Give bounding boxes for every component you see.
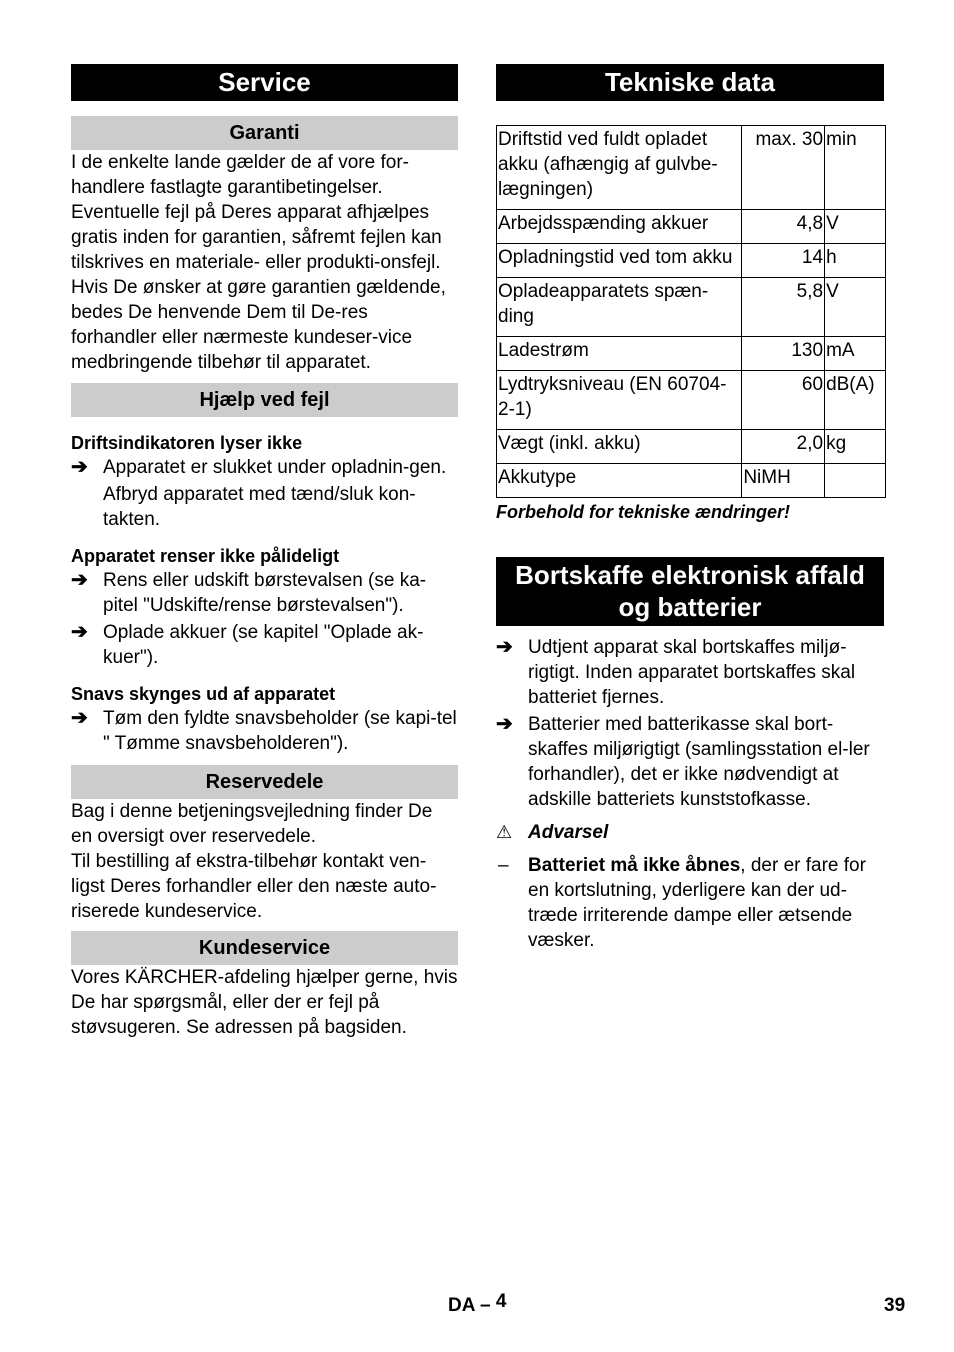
row-unit: h	[825, 244, 886, 278]
fault3-title: Snavs skynges ud af apparatet	[71, 684, 336, 704]
row-value: 130	[742, 337, 825, 371]
tech-heading: Tekniske data	[496, 64, 884, 101]
page-number: 39	[884, 1295, 906, 1316]
row-unit: V	[825, 278, 886, 337]
row-value: max. 30	[742, 126, 825, 210]
dash-icon: –	[498, 855, 509, 876]
fault3-item	[71, 706, 458, 756]
row-label: Ladestrøm	[497, 337, 742, 371]
fault1-title: Driftsindikatoren lyser ikke	[71, 433, 303, 453]
footer-section	[448, 1291, 507, 1317]
fault1-sub: Afbryd apparatet med tænd/sluk kon-takten.	[103, 484, 416, 530]
dispose-item-1-text: Udtjent apparat skal bortskaffes miljø-rigtigt. Inden apparatet bortskaffes skal batteriet fjernes.	[528, 637, 856, 708]
dispose-item-2	[496, 712, 884, 812]
parts-text-1: Bag i denne betjeningsvejledning finder De en oversigt over reservedele.	[71, 801, 433, 847]
row-unit: V	[825, 210, 886, 244]
fault1-item-text: Apparatet er slukket under opladnin-gen.	[103, 457, 447, 478]
footer-sep: –	[480, 1295, 491, 1316]
dispose-heading-line-1: Bortskaffe elektronisk affald	[515, 560, 865, 590]
table-row	[497, 244, 886, 278]
row-label: Arbejdsspænding akkuer	[497, 210, 742, 244]
arrow-right-icon: ➔	[496, 636, 513, 658]
dispose-heading-line-2: og batterier	[618, 592, 762, 622]
row-value: 2,0	[742, 430, 825, 464]
table-row	[497, 430, 886, 464]
row-value: NiMH	[742, 464, 825, 498]
arrow-right-icon: ➔	[71, 707, 88, 729]
service-heading: Service	[71, 64, 458, 101]
table-row	[497, 371, 886, 430]
warning-triangle-icon: ⚠	[496, 822, 513, 842]
dispose-item-1	[496, 635, 884, 710]
dispose-heading	[496, 557, 884, 626]
dispose-item-2-text: Batterier med batterikasse skal bort-skaffes miljørigtigt (samlingsstation el-ler forhandler), det er ikke nødvendigt at adskille batteriets kunststofkasse.	[528, 714, 870, 810]
right-column	[496, 64, 884, 953]
fault1-item	[71, 455, 458, 480]
row-label: Opladningstid ved tom akku	[497, 244, 742, 278]
footer-lang: DA	[448, 1295, 475, 1316]
warning-rest: , der er fare for en kortslutning, yderligere kan der ud-træde irriterende dampe eller ætsende væsker.	[528, 855, 866, 951]
parts-text-2: Til bestilling af ekstra-tilbehør kontakt ven-ligst Deres forhandler eller den næste auto-riserede kundeservice.	[71, 851, 437, 922]
row-label: Akkutype	[497, 464, 742, 498]
row-value: 14	[742, 244, 825, 278]
customer-heading: Kundeservice	[71, 931, 458, 965]
fault3-item-text: Tøm den fyldte snavsbeholder (se kapi-tel " Tømme snavsbeholderen").	[103, 708, 457, 754]
fault2-item-2-text: Oplade akkuer (se kapitel "Oplade ak-kuer").	[103, 622, 424, 668]
tech-table	[496, 125, 886, 498]
table-row	[497, 278, 886, 337]
warning-item	[496, 853, 884, 953]
table-row	[497, 210, 886, 244]
parts-heading: Reservedele	[71, 765, 458, 799]
row-unit	[825, 464, 886, 498]
row-unit: kg	[825, 430, 886, 464]
reservation-note: Forbehold for tekniske ændringer!	[496, 502, 791, 522]
row-label: Opladeapparatets spæn-ding	[497, 278, 742, 337]
fault2-item-2	[71, 620, 458, 670]
fault2-item-1-text: Rens eller udskift børstevalsen (se ka-pitel "Udskifte/rense børstevalsen").	[103, 570, 427, 616]
row-unit: dB(A)	[825, 371, 886, 430]
arrow-right-icon: ➔	[71, 456, 88, 478]
table-row	[497, 126, 886, 210]
fault2-item-1	[71, 568, 458, 618]
arrow-right-icon: ➔	[496, 713, 513, 735]
garanti-heading: Garanti	[71, 116, 458, 150]
row-value: 5,8	[742, 278, 825, 337]
footer-section-page: 4	[495, 1291, 507, 1312]
left-column	[71, 64, 458, 1040]
warning-bold: Batteriet må ikke åbnes	[528, 855, 741, 876]
warning-label: Advarsel	[528, 822, 609, 843]
table-row	[497, 464, 886, 498]
row-label: Lydtryksniveau (EN 60704-2-1)	[497, 371, 742, 430]
arrow-right-icon: ➔	[71, 621, 88, 643]
row-unit: min	[825, 126, 886, 210]
table-row	[497, 337, 886, 371]
row-label: Vægt (inkl. akku)	[497, 430, 742, 464]
help-heading: Hjælp ved fejl	[71, 383, 458, 417]
row-value: 4,8	[742, 210, 825, 244]
warning-heading	[496, 820, 884, 845]
fault2-title: Apparatet renser ikke pålideligt	[71, 546, 340, 566]
customer-text: Vores KÄRCHER-afdeling hjælper gerne, hvis De har spørgsmål, eller der er fejl på støvsugeren. Se adressen på bagsiden.	[71, 967, 458, 1038]
row-value: 60	[742, 371, 825, 430]
garanti-text: I de enkelte lande gælder de af vore for-handlere fastlagte garantibetingelser. Eventuelle fejl på Deres apparat afhjælpes gratis inden for garantien, såfremt fejlen kan tilskrives en materiale- eller produkti-onsfejl. Hvis De ønsker at gøre garantien gældende, bedes De henvende Dem til De-res forhandler eller nærmeste kundeser-vice medbringende tilbehør til apparatet.	[71, 152, 446, 373]
arrow-right-icon: ➔	[71, 569, 88, 591]
row-unit: mA	[825, 337, 886, 371]
row-label: Driftstid ved fuldt opladet akku (afhængig af gulvbe-lægningen)	[497, 126, 742, 210]
